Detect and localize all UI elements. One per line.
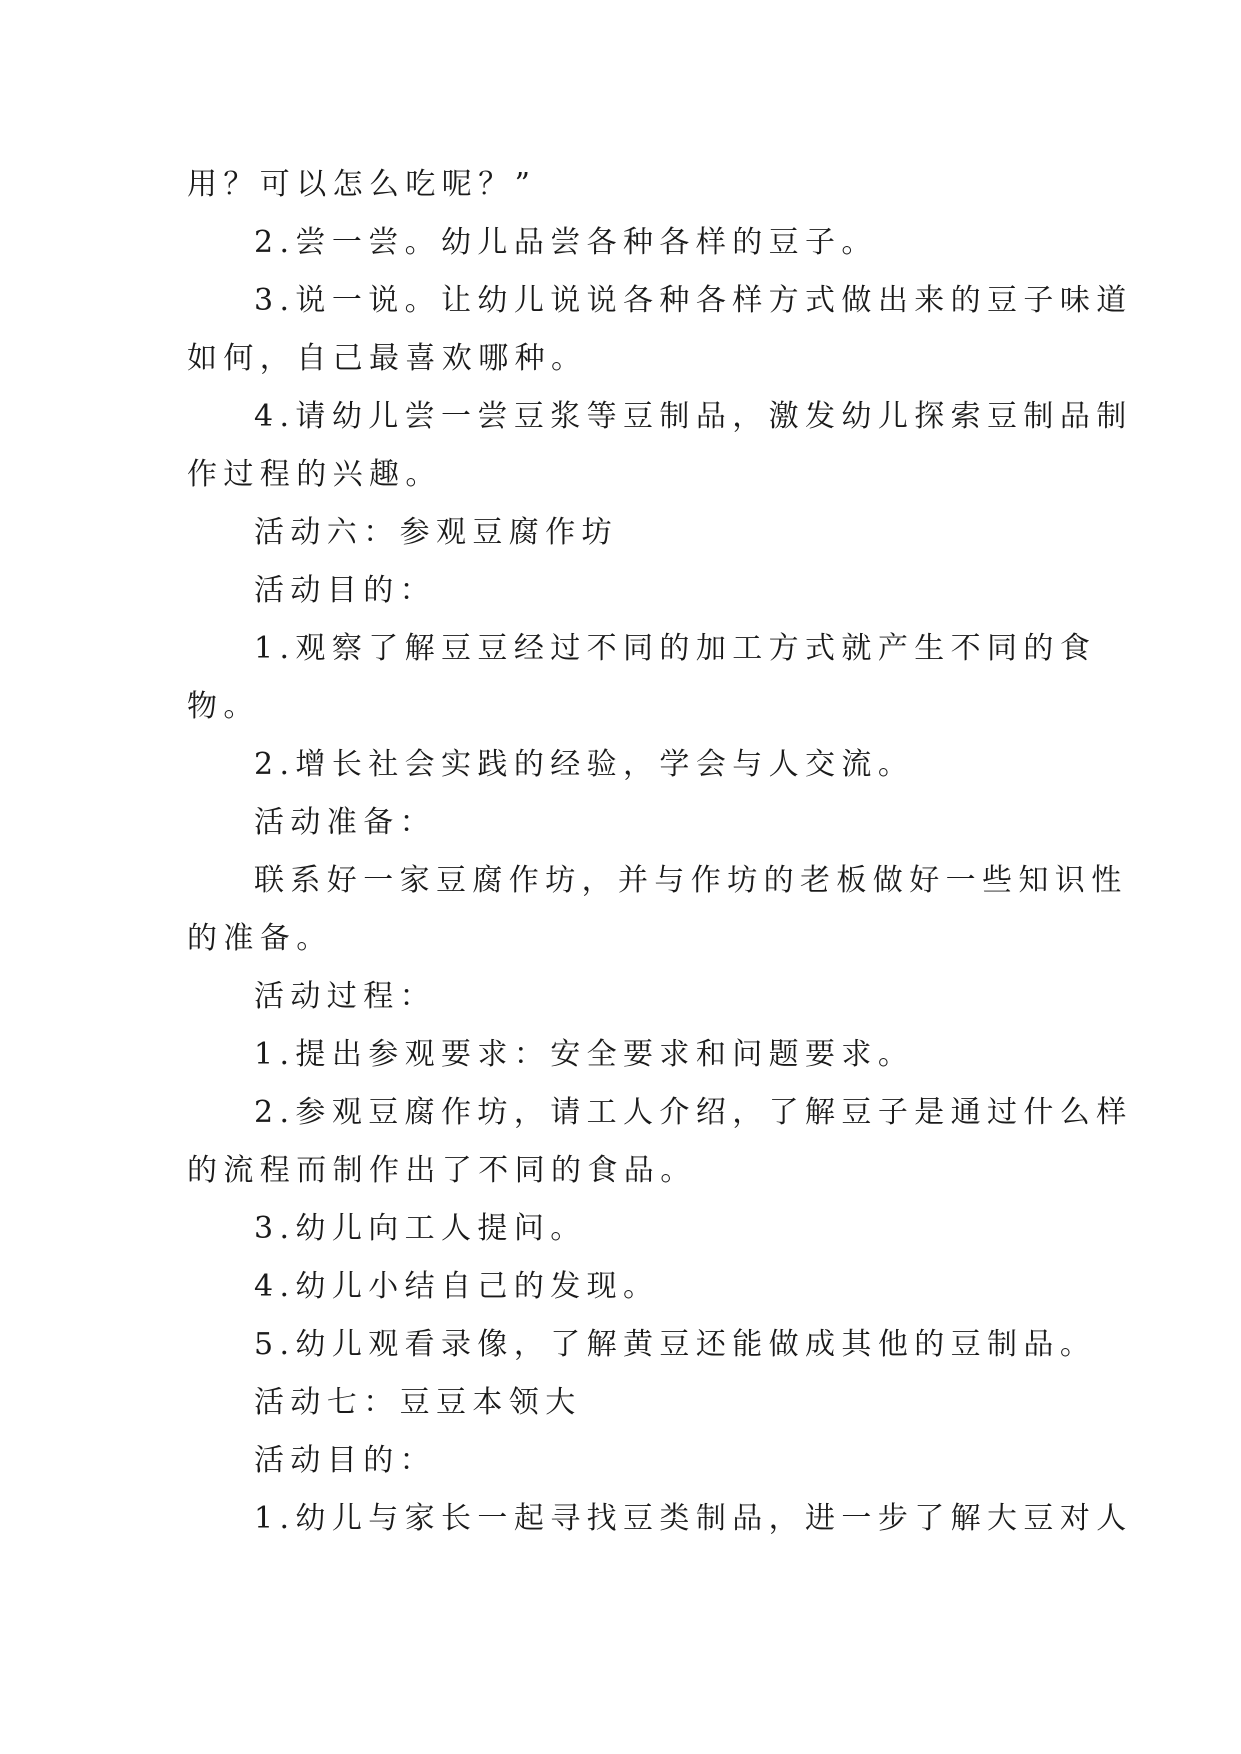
subsection-heading: 活动目的： bbox=[254, 573, 436, 608]
paragraph-line: 2.尝一尝。幼儿品尝各种各样的豆子。 bbox=[254, 225, 878, 260]
paragraph-line: 用？可以怎么吃呢？” bbox=[187, 167, 537, 202]
paragraph-line: 联系好一家豆腐作坊，并与作坊的老板做好一些知识性 bbox=[254, 863, 1128, 898]
section-heading: 活动七：豆豆本领大 bbox=[254, 1385, 582, 1420]
subsection-heading: 活动目的： bbox=[254, 1443, 436, 1478]
subsection-heading: 活动准备： bbox=[254, 805, 436, 840]
paragraph-line: 4.幼儿小结自己的发现。 bbox=[254, 1269, 660, 1304]
paragraph-line: 3.幼儿向工人提问。 bbox=[254, 1211, 587, 1246]
paragraph-line: 如何，自己最喜欢哪种。 bbox=[187, 341, 588, 376]
paragraph-line: 1.观察了解豆豆经过不同的加工方式就产生不同的食 bbox=[254, 631, 1097, 666]
paragraph-line: 3.说一说。让幼儿说说各种各样方式做出来的豆子味道 bbox=[254, 283, 1133, 318]
paragraph-line: 物。 bbox=[187, 689, 260, 724]
paragraph-line: 的准备。 bbox=[187, 921, 333, 956]
paragraph-line: 5.幼儿观看录像，了解黄豆还能做成其他的豆制品。 bbox=[254, 1327, 1097, 1362]
paragraph-line: 2.增长社会实践的经验，学会与人交流。 bbox=[254, 747, 915, 782]
paragraph-line: 的流程而制作出了不同的食品。 bbox=[187, 1153, 697, 1188]
subsection-heading: 活动过程： bbox=[254, 979, 436, 1014]
paragraph-line: 4.请幼儿尝一尝豆浆等豆制品，激发幼儿探索豆制品制 bbox=[254, 399, 1133, 434]
document-body bbox=[187, 156, 1133, 1548]
paragraph-line: 1.提出参观要求：安全要求和问题要求。 bbox=[254, 1037, 915, 1072]
paragraph-line: 作过程的兴趣。 bbox=[187, 457, 442, 492]
paragraph-line: 2.参观豆腐作坊，请工人介绍，了解豆子是通过什么样 bbox=[254, 1095, 1133, 1130]
section-heading: 活动六：参观豆腐作坊 bbox=[254, 515, 618, 550]
paragraph-line: 1.幼儿与家长一起寻找豆类制品，进一步了解大豆对人 bbox=[254, 1501, 1133, 1536]
